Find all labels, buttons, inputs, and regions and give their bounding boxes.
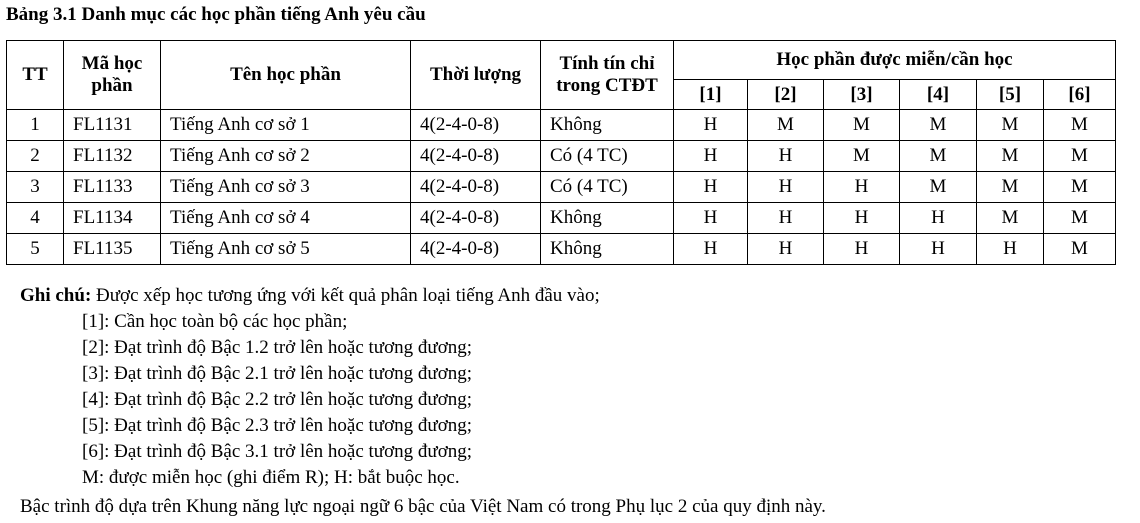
notes-section: [20, 283, 600, 491]
cell-code: FL1133: [64, 172, 161, 203]
cell-level-1: H: [674, 203, 748, 234]
cell-level-4: H: [900, 203, 977, 234]
table-row: [7, 203, 1116, 234]
cell-tt: 4: [7, 203, 64, 234]
header-code: Mã học phần: [64, 41, 161, 110]
cell-level-6: M: [1044, 110, 1116, 141]
cell-level-6: M: [1044, 172, 1116, 203]
cell-code: FL1132: [64, 141, 161, 172]
note-item: [3]: Đạt trình độ Bậc 2.1 trở lên hoặc tương đương;: [82, 363, 473, 384]
cell-level-5: M: [977, 141, 1044, 172]
notes-label: Ghi chú:: [20, 285, 92, 306]
cell-level-3: H: [824, 203, 900, 234]
cell-name: Tiếng Anh cơ sở 1: [161, 110, 411, 141]
cell-credit: Có (4 TC): [541, 172, 674, 203]
notes-final: Bậc trình độ dựa trên Khung năng lực ngoại ngữ 6 bậc của Việt Nam có trong Phụ lục 2 của quy định này.: [20, 496, 826, 517]
cell-credit: Không: [541, 203, 674, 234]
header-level-1: [1]: [674, 80, 748, 110]
cell-level-6: M: [1044, 203, 1116, 234]
cell-level-5: M: [977, 203, 1044, 234]
header-tt: TT: [7, 41, 64, 110]
note-item: [5]: Đạt trình độ Bậc 2.3 trở lên hoặc tương đương;: [82, 415, 473, 436]
cell-level-2: M: [748, 110, 824, 141]
header-level-3: [3]: [824, 80, 900, 110]
table-caption: Bảng 3.1 Danh mục các học phần tiếng Anh yêu cầu: [6, 4, 426, 25]
cell-level-4: M: [900, 110, 977, 141]
cell-level-3: H: [824, 234, 900, 265]
notes-intro-line: [20, 283, 600, 309]
cell-level-5: H: [977, 234, 1044, 265]
cell-code: FL1134: [64, 203, 161, 234]
cell-level-4: M: [900, 172, 977, 203]
note-item: [2]: Đạt trình độ Bậc 1.2 trở lên hoặc tương đương;: [82, 337, 473, 358]
table-row: [7, 234, 1116, 265]
cell-code: FL1131: [64, 110, 161, 141]
cell-tt: 2: [7, 141, 64, 172]
header-level-5: [5]: [977, 80, 1044, 110]
cell-level-1: H: [674, 110, 748, 141]
cell-name: Tiếng Anh cơ sở 5: [161, 234, 411, 265]
cell-level-4: M: [900, 141, 977, 172]
header-exempt-group: Học phần được miễn/cần học: [674, 41, 1116, 80]
table-row: [7, 110, 1116, 141]
note-item: [1]: Cần học toàn bộ các học phần;: [82, 311, 348, 332]
note-legend: M: được miễn học (ghi điểm R); H: bắt buộc học.: [82, 467, 460, 488]
cell-duration: 4(2-4-0-8): [411, 203, 541, 234]
cell-credit: Không: [541, 110, 674, 141]
cell-level-5: M: [977, 172, 1044, 203]
cell-duration: 4(2-4-0-8): [411, 110, 541, 141]
header-level-6: [6]: [1044, 80, 1116, 110]
cell-duration: 4(2-4-0-8): [411, 234, 541, 265]
cell-level-6: M: [1044, 141, 1116, 172]
header-credit: Tính tín chỉ trong CTĐT: [541, 41, 674, 110]
header-name: Tên học phần: [161, 41, 411, 110]
note-item: [4]: Đạt trình độ Bậc 2.2 trở lên hoặc tương đương;: [82, 389, 473, 410]
cell-duration: 4(2-4-0-8): [411, 141, 541, 172]
cell-level-1: H: [674, 234, 748, 265]
cell-level-1: H: [674, 141, 748, 172]
cell-level-3: M: [824, 110, 900, 141]
cell-level-6: M: [1044, 234, 1116, 265]
cell-tt: 5: [7, 234, 64, 265]
cell-level-1: H: [674, 172, 748, 203]
note-item: [6]: Đạt trình độ Bậc 3.1 trở lên hoặc tương đương;: [82, 441, 473, 462]
cell-level-2: H: [748, 203, 824, 234]
header-duration: Thời lượng: [411, 41, 541, 110]
cell-level-2: H: [748, 234, 824, 265]
cell-credit: Có (4 TC): [541, 141, 674, 172]
header-level-2: [2]: [748, 80, 824, 110]
cell-level-3: H: [824, 172, 900, 203]
cell-credit: Không: [541, 234, 674, 265]
cell-tt: 3: [7, 172, 64, 203]
cell-level-5: M: [977, 110, 1044, 141]
cell-level-2: H: [748, 172, 824, 203]
cell-name: Tiếng Anh cơ sở 2: [161, 141, 411, 172]
cell-name: Tiếng Anh cơ sở 4: [161, 203, 411, 234]
notes-intro: Được xếp học tương ứng với kết quả phân loại tiếng Anh đầu vào;: [91, 285, 600, 306]
cell-code: FL1135: [64, 234, 161, 265]
cell-level-4: H: [900, 234, 977, 265]
header-level-4: [4]: [900, 80, 977, 110]
cell-level-3: M: [824, 141, 900, 172]
table-row: [7, 172, 1116, 203]
cell-duration: 4(2-4-0-8): [411, 172, 541, 203]
english-courses-table: [6, 40, 1116, 265]
cell-name: Tiếng Anh cơ sở 3: [161, 172, 411, 203]
cell-tt: 1: [7, 110, 64, 141]
table-row: [7, 141, 1116, 172]
cell-level-2: H: [748, 141, 824, 172]
